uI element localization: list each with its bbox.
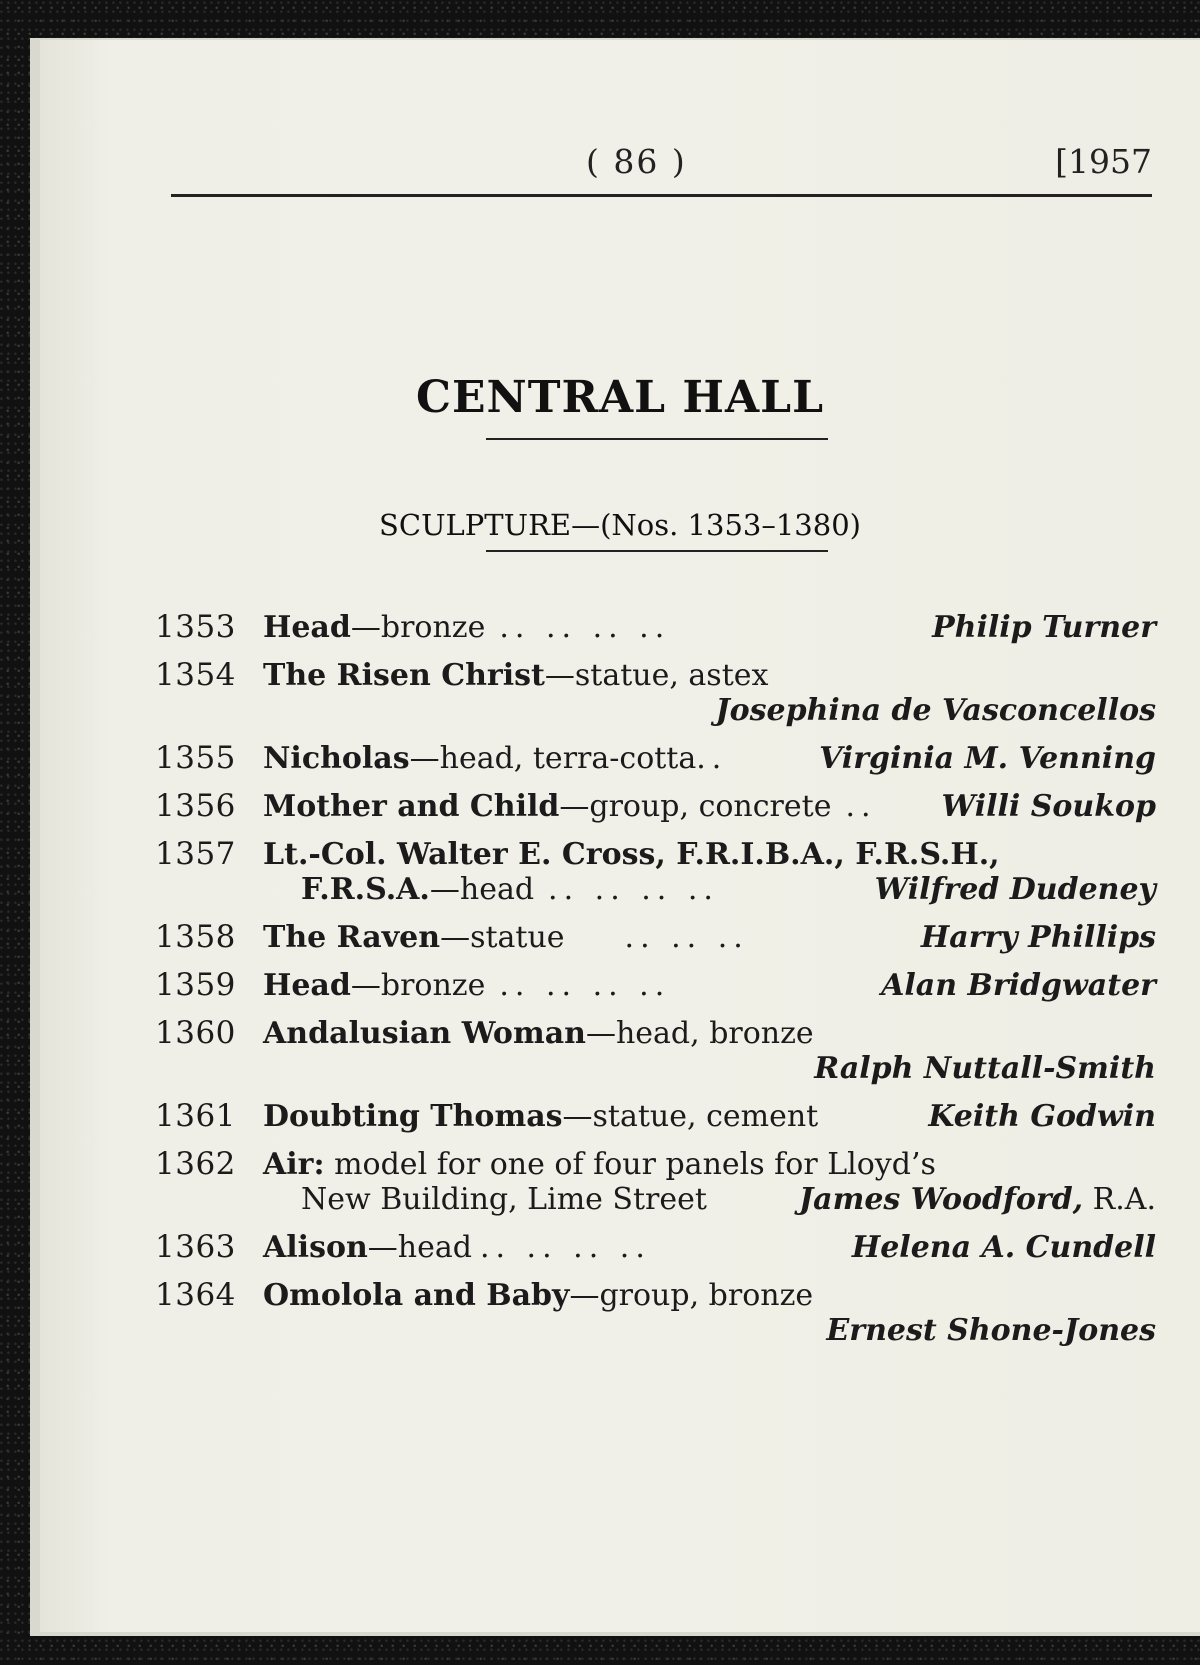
dot-leader: .. <box>845 789 877 824</box>
entry-medium: —group, bronze <box>569 1278 814 1313</box>
dot-leader: .. <box>696 741 728 776</box>
entry-number: 1359 <box>155 967 236 1003</box>
entry-list <box>155 610 1156 1361</box>
catalogue-page <box>40 40 1200 1632</box>
section-subtitle: SCULPTURE—(Nos. 1353–1380) <box>379 508 861 542</box>
entry-artist: Ralph Nuttall-Smith <box>814 1051 1156 1086</box>
entry-medium: —head <box>429 872 535 907</box>
entry-title: Mother and Child <box>263 789 560 824</box>
entry-title: Head <box>263 610 351 645</box>
entry-artist: Josephina de Vasconcellos <box>715 693 1156 728</box>
entry-number: 1358 <box>155 919 236 955</box>
entry-1360 <box>155 1016 1156 1086</box>
entry-medium: —statue <box>440 920 565 955</box>
running-head <box>171 142 1152 182</box>
entry-1363 <box>155 1230 1156 1265</box>
entry-artist: Keith Godwin <box>928 1099 1156 1134</box>
entry-medium: —head, bronze <box>585 1016 814 1051</box>
entry-medium: —head, terra-cotta <box>409 741 697 776</box>
entry-title: Omolola and Baby <box>263 1278 570 1313</box>
entry-1361 <box>155 1099 1156 1134</box>
entry-medium: —head <box>367 1230 472 1265</box>
entry-medium: —bronze <box>350 968 486 1003</box>
dot-leader: .. .. .. .. <box>499 968 671 1003</box>
header-rule <box>171 194 1152 197</box>
entry-medium: —group, concrete <box>559 789 832 824</box>
entry-artist: James Woodford, <box>798 1182 1084 1217</box>
entry-number: 1354 <box>155 657 236 693</box>
entry-1364 <box>155 1278 1156 1348</box>
entry-artist: Ernest Shone-Jones <box>826 1313 1156 1348</box>
entry-artist: Harry Phillips <box>920 920 1156 955</box>
dot-leader: .. .. .. .. <box>479 1230 651 1265</box>
entry-number: 1360 <box>155 1015 236 1051</box>
entry-artist: Virginia M. Venning <box>819 741 1156 776</box>
entry-artist: Willi Soukop <box>941 789 1156 824</box>
entry-1356 <box>155 789 1156 824</box>
dot-leader: .. .. .. .. <box>548 872 719 907</box>
entry-medium: —statue, cement <box>562 1099 819 1134</box>
entry-artist: Wilfred Dudeney <box>874 872 1156 907</box>
entry-1362 <box>155 1147 1156 1217</box>
year-label: [1957 <box>1055 142 1152 181</box>
entry-medium: —bronze <box>350 610 486 645</box>
entry-1354 <box>155 658 1156 728</box>
section-title: CENTRAL HALL <box>415 372 825 423</box>
entry-number: 1363 <box>155 1229 236 1265</box>
entry-number: 1364 <box>155 1277 236 1313</box>
entry-artist: Helena A. Cundell <box>851 1230 1156 1265</box>
entry-title: Doubting Thomas <box>263 1099 563 1134</box>
entry-artist: Alan Bridgwater <box>881 968 1156 1003</box>
entry-number: 1356 <box>155 788 236 824</box>
entry-number: 1357 <box>155 836 236 872</box>
entry-title: Lt.-Col. Walter E. Cross, F.R.I.B.A., F.R.S.H., <box>263 837 1000 872</box>
artist-honorific: R.A. <box>1083 1182 1156 1217</box>
entry-title: Head <box>263 968 351 1003</box>
entry-title: Air: <box>263 1147 325 1182</box>
page-number: ( 86 ) <box>586 142 687 181</box>
entry-number: 1361 <box>155 1098 236 1134</box>
entry-number: 1353 <box>155 609 236 645</box>
entry-1355 <box>155 741 1156 776</box>
dot-leader: .. .. .. .. <box>499 610 671 645</box>
entry-number: 1362 <box>155 1146 236 1182</box>
entry-artist: Philip Turner <box>932 610 1156 645</box>
title-rule <box>486 438 828 440</box>
entry-1357 <box>155 837 1156 907</box>
dot-leader: .. .. .. <box>624 920 749 955</box>
entry-title: Alison <box>263 1230 368 1265</box>
entry-number: 1355 <box>155 740 236 776</box>
entry-medium: —statue, astex <box>544 658 769 693</box>
entry-medium-continued: New Building, Lime Street <box>301 1182 707 1217</box>
entry-medium: model for one of four panels for Lloyd’s <box>324 1147 936 1182</box>
entry-title: Nicholas <box>263 741 410 776</box>
entry-1358 <box>155 920 1156 955</box>
entry-title: The Risen Christ <box>263 658 545 693</box>
entry-1359 <box>155 968 1156 1003</box>
entry-title-continued: F.R.S.A. <box>301 872 430 907</box>
subtitle-rule <box>486 550 828 552</box>
entry-1353 <box>155 610 1156 645</box>
entry-title: Andalusian Woman <box>263 1016 586 1051</box>
entry-title: The Raven <box>263 920 441 955</box>
